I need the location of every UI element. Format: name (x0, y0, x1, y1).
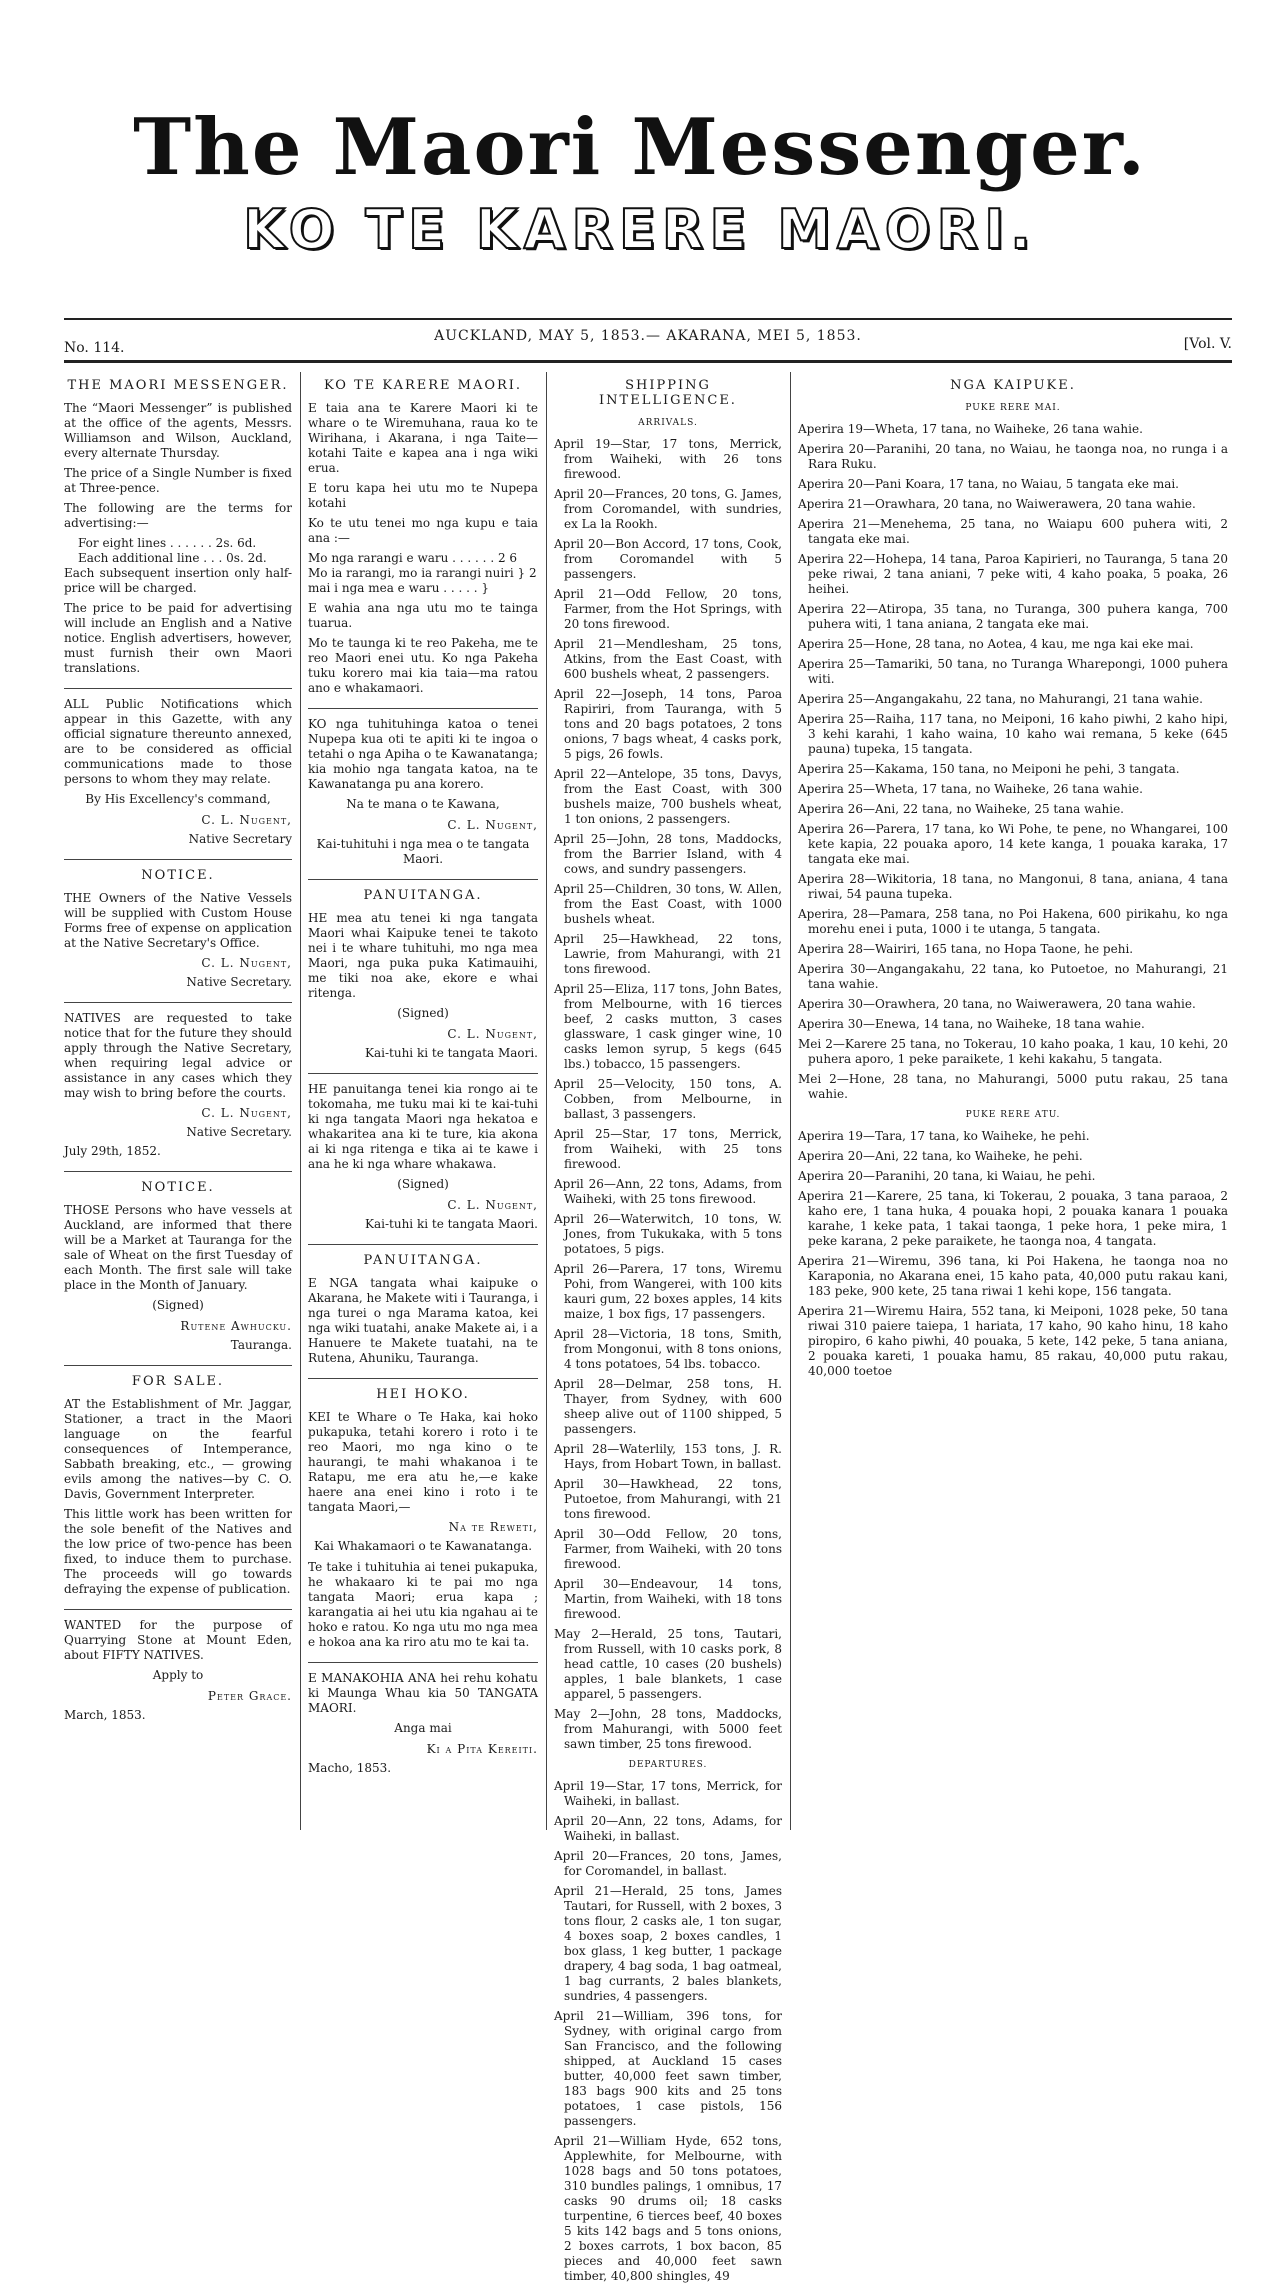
shipping-entry: Aperira 25—Angangakahu, 22 tana, no Mahurangi, 21 tana wahie. (798, 692, 1203, 706)
paragraph: THOSE Persons who have vessels at Auckland, are informed that there will be a Market at Tauranga for the sale of Wheat on the first Tuesday of each Month. The first sale will take place in the Month of January. (64, 1203, 292, 1292)
shipping-entry: May 2—John, 28 tons, Maddocks, from Mahurangi, with 5000 feet sawn timber, 25 tons firewood. (554, 1707, 782, 1751)
section-separator (308, 1244, 538, 1245)
paragraph: ALL Public Notifications which appear in this Gazette, with any official signature thereunto annexed, are to be considered as official communications made to those persons to whom they may relate. (64, 697, 292, 786)
section-separator (64, 859, 292, 860)
shipping-entry: Aperira 26—Parera, 17 tana, ko Wi Pohe, te pene, no Whangarei, 100 kete kapia, 22 pouaka aporo, 14 kete kanga, 1 pouaka karaka, 17 tangata eke mai. (798, 822, 1228, 866)
shipping-entry: April 19—Star, 17 tons, Merrick, for Waiheki, in ballast. (554, 1779, 782, 1808)
shipping-entry: April 25—Hawkhead, 22 tons, Lawrie, from Mahurangi, with 21 tons firewood. (554, 932, 782, 976)
shipping-entry: Aperira 21—Wiremu, 396 tana, ki Poi Hakena, he taonga noa no Karaponia, no Akarana enei, 15 kaho pata, 40,000 putu rakau kani, 183 peke, 900 kete, 25 tana riwai 1 kehi kope, 156 tangata. (798, 1254, 1228, 1298)
shipping-entry: Aperira 21—Wiremu Haira, 552 tana, ki Meiponi, 1028 peke, 50 tana riwai 310 paiere taiepa, 1 hariata, 17 kaho, 90 kaho hinu, 18 kaho piropiro, 6 kaho piwhi, 40 pouaka, 5 kete, 142 peke, 5 tana aniana, 2 pouaka kareti, 1 pouaka hamu, 85 rakau, 40,000 putu rakau, 40,000 toetoe (798, 1304, 1228, 1378)
paragraph: Te take i tuhituhia ai tenei pukapuka, he whakaaro ki te pai mo nga tangata Maori; erua kapa ; karangatia ai hei utu kia ngahau ai te hoko e ratou. Ko nga utu mo nga mea e hokoa ana ka riro atu mo te kai ta. (308, 1560, 538, 1649)
shipping-entry: Aperira 28—Wairiri, 165 tana, no Hopa Taone, he pehi. (798, 942, 1134, 956)
signature-title: Kai Whakamaori o te Kawanatanga. (313, 1539, 533, 1553)
paragraph: For eight lines . . . . . . 2s. 6d. (78, 536, 257, 550)
paragraph: Na te mana o te Kawana, (346, 797, 500, 811)
shipping-entry: April 26—Parera, 17 tons, Wiremu Pohi, from Wangerei, with 100 kits kauri gum, 22 boxes apples, 14 kits maize, 1 box figs, 17 passengers. (554, 1262, 782, 1321)
paragraph: Mo nga rarangi e waru . . . . . . 2 6 (308, 551, 518, 565)
arrivals-list (798, 422, 1228, 1102)
shipping-entry: Mei 2—Hone, 28 tana, no Mahurangi, 5000 putu rakau, 25 tana wahie. (798, 1072, 1228, 1101)
shipping-entry: April 21—William Hyde, 652 tons, Applewhite, for Melbourne, with 1028 bags and 50 tons potatoes, 310 bundles palings, 1 omnibus, 17 casks 90 drums oil; 18 casks turpentine, 6 tierces beef, 40 boxes 5 kits 142 bags and 5 tons onions, 2 boxes carrots, 1 box bacon, 85 pieces and 40,000 feet sawn timber, 40,800 shingles, 49 (554, 2134, 782, 2283)
shipping-entry: April 30—Odd Fellow, 20 tons, Farmer, from Waiheki, with 20 tons firewood. (554, 1527, 782, 1571)
signature: C. L. Nugent, (201, 956, 292, 970)
paragraph: AT the Establishment of Mr. Jaggar, Stationer, a tract in the Maori language on the fearful consequences of Intemperance, Sabbath breaking, etc., — growing evils among the natives—by C. O. Davis, Government Interpreter. (64, 1397, 292, 1501)
shipping-entry: April 26—Ann, 22 tons, Adams, from Waiheki, with 25 tons firewood. (554, 1177, 782, 1206)
section-heading: FOR SALE. (131, 1374, 225, 1389)
paragraph: By His Excellency's command, (85, 792, 271, 806)
shipping-entry: April 21—William, 396 tons, for Sydney, with original cargo from San Francisco, and the following shipped, at Auckland 15 cases butter, 40,000 feet sawn timber, 183 bags 900 kits and 25 tons potatoes, 1 case pistols, 156 passengers. (554, 2009, 782, 2128)
shipping-entry: Aperira 25—Tamariki, 50 tana, no Turanga Wharepongi, 1000 puhera witi. (798, 657, 1228, 686)
shipping-entry: Aperira 22—Atiropa, 35 tana, no Turanga, 300 puhera kanga, 700 puhera witi, 1 tana aniana, 2 tangata eke mai. (798, 602, 1228, 631)
signature: C. L. Nugent, (201, 813, 292, 827)
paragraph: KEI te Whare o Te Haka, kai hoko pukapuka, tetahi korero i roto i te reo Maori, mo nga kino o te haurangi, te mahi whakanoa i te Ratapu, me era atu he,—e kake haere ana enei kino i roto i te tangata Maori,— (308, 1410, 538, 1514)
shipping-entry: Aperira 21—Orawhara, 20 tana, no Waiwerawera, 20 tana wahie. (798, 497, 1196, 511)
shipping-entry: Aperira 30—Angangakahu, 22 tana, ko Putoetoe, no Mahurangi, 21 tana wahie. (798, 962, 1228, 991)
shipping-entry: April 20—Bon Accord, 17 tons, Cook, from Coromandel with 5 passengers. (554, 537, 782, 581)
signed-label: (Signed) (397, 1006, 449, 1020)
column-divider (546, 372, 547, 1830)
paragraph: Mo te taunga ki te reo Pakeha, me te reo Maori enei utu. Ko nga Pakeha tuku korero mai kia taia—ma ratou ano e whakamaori. (308, 636, 538, 695)
paragraph: WANTED for the purpose of Quarrying Stone at Mount Eden, about FIFTY NATIVES. (64, 1618, 292, 1662)
signature: C. L. Nugent, (447, 818, 538, 832)
paragraph: E taia ana te Karere Maori ki te whare o te Wiremuhana, raua ko te Wirihana, i Akarana, i nga Taite—kotahi Taite e kapea ana i nga wiki erua. (308, 401, 538, 475)
shipping-entry: Aperira 20—Pani Koara, 17 tana, no Waiau, 5 tangata eke mai. (798, 477, 1179, 491)
shipping-entry: April 28—Waterlily, 153 tons, J. R. Hays, from Hobart Town, in ballast. (554, 1442, 782, 1471)
shipping-entry: April 25—Star, 17 tons, Merrick, from Waiheki, with 25 tons firewood. (554, 1127, 782, 1171)
column-4 (798, 370, 1228, 1840)
shipping-entry: April 22—Joseph, 14 tons, Paroa Rapiriri, from Tauranga, with 5 tons and 20 bags potatoes, 2 tons onions, 7 bags wheat, 4 casks pork, 5 pigs, 26 fowls. (554, 687, 782, 761)
date-line: Macho, 1853. (308, 1761, 392, 1775)
shipping-entry: Aperira 28—Wikitoria, 18 tana, no Mangonui, 8 tana, aniana, 4 tana riwai, 54 pauna tupeka. (798, 872, 1228, 901)
signature: Ki a Pita Kereiti. (426, 1742, 538, 1756)
shipping-entry: April 25—Eliza, 117 tons, John Bates, from Melbourne, with 16 tierces beef, 2 casks mutton, 3 cases glassware, 1 cask ginger wine, 10 casks lemon syrup, 5 kegs (645 lbs.) tobacco, 15 passengers. (554, 982, 782, 1071)
signature-title: Kai-tuhituhi i nga mea o te tangata Maori. (316, 837, 530, 866)
shipping-entry: Aperira 20—Ani, 22 tana, ko Waiheke, he pehi. (798, 1149, 1083, 1163)
section-heading: NGA KAIPUKE. (950, 378, 1076, 393)
volume-label: [Vol. V. (1183, 336, 1232, 352)
shipping-entry: April 22—Antelope, 35 tons, Davys, from the East Coast, with 300 bushels maize, 700 bushels wheat, 1 ton onions, 2 passengers. (554, 767, 782, 826)
paragraph: Ko te utu tenei mo nga kupu e taia ana :— (308, 516, 538, 545)
signature-title: Tauranga. (230, 1338, 292, 1352)
section-heading: NOTICE. (141, 1180, 215, 1195)
shipping-entry: April 20—Frances, 20 tons, James, for Coromandel, in ballast. (554, 1849, 782, 1878)
shipping-entry: Aperira, 28—Pamara, 258 tana, no Poi Hakena, 600 pirikahu, ko nga morehu enei i puta, 1000 i te utanga, 5 tangata. (798, 907, 1228, 936)
signature-title: Native Secretary. (186, 975, 292, 989)
subsection-heading: PUKE RERE MAI. (965, 403, 1061, 413)
departures-list (798, 1129, 1228, 1379)
shipping-entry: April 21—Mendlesham, 25 tons, Atkins, from the East Coast, with 600 bushels wheat, 2 passengers. (554, 637, 782, 681)
shipping-entry: April 19—Star, 17 tons, Merrick, from Waiheki, with 26 tons firewood. (554, 437, 782, 481)
issue-date: AUCKLAND, MAY 5, 1853.— AKARANA, MEI 5, 1853. (434, 328, 862, 344)
paragraph: This little work has been written for the sole benefit of the Natives and the low price of two-pence has been fixed, to induce them to purchase. The proceeds will go towards defraying the expense of publication. (64, 1507, 292, 1596)
paragraph: HE mea atu tenei ki nga tangata Maori whai Kaipuke tenei te takoto nei i te whare tuhituhi, mo nga mea Maori, nga puka puka Katimauihi, me tiki noa ake, ekore e whai ritenga. (308, 911, 538, 1000)
signature: C. L. Nugent, (447, 1027, 538, 1041)
column-2 (308, 370, 538, 1840)
dateline (64, 326, 1232, 356)
paragraph: The price to be paid for advertising will include an English and a Native notice. English advertisers, however, must furnish their own Maori translations. (64, 601, 292, 675)
shipping-entry: Aperira 20—Paranihi, 20 tana, ki Waiau, he pehi. (798, 1169, 1096, 1183)
section-separator (64, 1002, 292, 1003)
shipping-entry: April 28—Delmar, 258 tons, H. Thayer, from Sydney, with 600 sheep alive out of 1100 shipped, 5 passengers. (554, 1377, 782, 1436)
subsection-heading: PUKE RERE ATU. (965, 1110, 1061, 1120)
paragraph: Each additional line . . . 0s. 2d. (78, 551, 267, 565)
signature: C. L. Nugent, (447, 1198, 538, 1212)
paragraph: Mo ia rarangi, mo ia rarangi nuiri } 2 (308, 566, 537, 580)
paragraph: E NGA tangata whai kaipuke o Akarana, he Makete witi i Tauranga, i nga turei o nga Marama katoa, kei nga wiki tuatahi, anake Makete ai, i a Hanuere te Makete tuatahi, na te Rutena, Ahuniku, Tauranga. (308, 1276, 538, 1365)
masthead-rule-bottom (64, 360, 1232, 363)
column-divider (300, 372, 301, 1830)
section-heading: HEI HOKO. (376, 1387, 470, 1402)
shipping-entry: Aperira 21—Karere, 25 tana, ki Tokerau, 2 pouaka, 3 tana paraoa, 2 kaho ere, 1 tana huka, 4 pouaka hopi, 2 pouaka kanara 1 pouaka karahe, 1 keke pata, 1 takai taonga, 1 peke hora, 1 peke mira, 1 peke karana, 2 peke paraikete, he taonga noa, 4 tangata. (798, 1189, 1228, 1248)
section-separator (308, 1662, 538, 1663)
shipping-entry: April 30—Endeavour, 14 tons, Martin, from Waiheki, with 18 tons firewood. (554, 1577, 782, 1621)
shipping-entry: Aperira 22—Hohepa, 14 tana, Paroa Kapirieri, no Tauranga, 5 tana 20 peke riwai, 2 tana aniani, 7 peke witi, 4 kaho poaka, 5 poaka, 26 heihei. (798, 552, 1228, 596)
signature-title: Kai-tuhi ki te tangata Maori. (365, 1217, 538, 1231)
shipping-entry: April 26—Waterwitch, 10 tons, W. Jones, from Tukukaka, with 5 tons potatoes, 5 pigs. (554, 1212, 782, 1256)
section-separator (64, 688, 292, 689)
section-separator (64, 1365, 292, 1366)
paragraph: E MANAKOHIA ANA hei rehu kohatu ki Maunga Whau kia 50 TANGATA MAORI. (308, 1671, 538, 1715)
apply-label: Apply to (152, 1668, 204, 1682)
shipping-entry: Aperira 25—Kakama, 150 tana, no Meiponi he pehi, 3 tangata. (798, 762, 1180, 776)
paragraph: mai i nga mea e waru . . . . . } (308, 581, 490, 595)
signature-title: Native Secretary. (186, 1125, 292, 1139)
column-1 (64, 370, 292, 1840)
section-separator (308, 879, 538, 880)
subsection-heading: ARRIVALS. (638, 418, 698, 428)
shipping-entry: Aperira 30—Enewa, 14 tana, no Waiheke, 18 tana wahie. (798, 1017, 1145, 1031)
shipping-entry: April 25—Velocity, 150 tons, A. Cobben, from Melbourne, in ballast, 3 passengers. (554, 1077, 782, 1121)
shipping-entry: Aperira 25—Hone, 28 tana, no Aotea, 4 kau, me nga kai eke mai. (798, 637, 1194, 651)
signature-title: Native Secretary (188, 832, 292, 846)
paragraph: THE Owners of the Native Vessels will be supplied with Custom House Forms free of expense on application at the Native Secretary's Office. (64, 891, 292, 950)
paragraph: The “Maori Messenger” is published at the office of the agents, Messrs. Williamson and Wilson, Auckland, every alternate Thursday. (64, 401, 292, 460)
date-line: March, 1853. (64, 1708, 146, 1722)
column-3 (554, 370, 782, 2283)
departures-list (554, 1779, 782, 2284)
section-separator (308, 1073, 538, 1074)
section-heading: NOTICE. (141, 868, 215, 883)
date-line: July 29th, 1852. (64, 1144, 161, 1158)
shipping-entry: Aperira 21—Menehema, 25 tana, no Waiapu 600 puhera witi, 2 tangata eke mai. (798, 517, 1228, 546)
paragraph: NATIVES are requested to take notice that for the future they should apply through the Native Secretary, when requiring legal advice or assistance in any cases which they may wish to bring before the courts. (64, 1011, 292, 1100)
shipping-entry: Aperira 30—Orawhera, 20 tana, no Waiwerawera, 20 tana wahie. (798, 997, 1196, 1011)
paragraph: E toru kapa hei utu mo te Nupepa kotahi (308, 481, 538, 510)
shipping-entry: Mei 2—Karere 25 tana, no Tokerau, 10 kaho poaka, 1 kau, 10 kehi, 20 puhera aporo, 1 peke paraikete, 1 kehi kakahu, 5 tangata. (798, 1037, 1228, 1066)
shipping-entry: May 2—Herald, 25 tons, Tautari, from Russell, with 10 casks pork, 8 head cattle, 10 cases (20 bushels) apples, 1 bale blankets, 1 case apparel, 5 passengers. (554, 1627, 782, 1701)
shipping-entry: April 25—Children, 30 tons, W. Allen, from the East Coast, with 1000 bushels wheat. (554, 882, 782, 926)
shipping-entry: April 30—Hawkhead, 22 tons, Putoetoe, from Mahurangi, with 21 tons firewood. (554, 1477, 782, 1521)
shipping-entry: April 25—John, 28 tons, Maddocks, from the Barrier Island, with 4 cows, and sundry passengers. (554, 832, 782, 876)
signature: Rutene Awhucku. (180, 1319, 292, 1333)
section-heading: SHIPPING INTELLIGENCE. (599, 378, 737, 408)
shipping-entry: April 21—Herald, 25 tons, James Tautari, for Russell, with 2 boxes, 3 tons flour, 2 casks ale, 1 ton sugar, 4 boxes soap, 2 boxes candles, 1 box glass, 1 keg butter, 1 package drapery, 4 bag soda, 1 bag oatmeal, 1 bag currants, 2 bales blankets, sundries, 4 passengers. (554, 1884, 782, 2003)
column-divider (790, 372, 791, 1830)
signature: Na te Reweti, (448, 1520, 538, 1534)
arrivals-list (554, 437, 782, 1752)
signature: Peter Grace. (207, 1689, 292, 1703)
masthead (0, 102, 1280, 261)
paragraph: Each subsequent insertion only half-price will be charged. (64, 566, 292, 595)
paragraph: E wahia ana nga utu mo te tainga tuarua. (308, 601, 538, 630)
shipping-entry: April 20—Frances, 20 tons, G. James, from Coromandel, with sundries, ex La la Rookh. (554, 487, 782, 531)
section-heading: PANUITANGA. (363, 888, 483, 903)
paragraph: KO nga tuhituhinga katoa o tenei Nupepa kua oti te apiti ki te ingoa o tetahi o nga Apiha o te Kawanatanga; kia mohio nga tangata katoa, na te Kawanatanga pu ana korero. (308, 717, 538, 791)
shipping-entry: Aperira 25—Raiha, 117 tana, no Meiponi, 16 kaho piwhi, 2 kaho hipi, 3 kehi karahi, 1 kaho waina, 10 kaho wai remana, 5 keke (645 pauna) tupeka, 15 tangata. (798, 712, 1228, 756)
shipping-entry: Aperira 26—Ani, 22 tana, no Waiheke, 25 tana wahie. (798, 802, 1124, 816)
section-separator (64, 1171, 292, 1172)
subsection-heading: DEPARTURES. (628, 1760, 708, 1770)
section-heading: KO TE KARERE MAORI. (323, 378, 523, 393)
shipping-entry: Aperira 19—Tara, 17 tana, ko Waiheke, he pehi. (798, 1129, 1090, 1143)
signature: C. L. Nugent, (201, 1106, 292, 1120)
shipping-entry: April 21—Odd Fellow, 20 tons, Farmer, from the Hot Springs, with 20 tons firewood. (554, 587, 782, 631)
signed-label: (Signed) (152, 1298, 204, 1312)
paragraph: The price of a Single Number is fixed at Three-pence. (64, 466, 292, 495)
apply-label: Anga mai (394, 1721, 452, 1735)
newspaper-title: The Maori Messenger. (133, 102, 1147, 193)
shipping-entry: Aperira 19—Wheta, 17 tana, no Waiheke, 26 tana wahie. (798, 422, 1143, 436)
paragraph: The following are the terms for advertising:— (64, 501, 292, 530)
signature-title: Kai-tuhi ki te tangata Maori. (365, 1046, 538, 1060)
section-separator (64, 1609, 292, 1610)
section-heading: THE MAORI MESSENGER. (67, 378, 289, 393)
shipping-entry: April 20—Ann, 22 tons, Adams, for Waiheki, in ballast. (554, 1814, 782, 1843)
shipping-entry: Aperira 25—Wheta, 17 tana, no Waiheke, 26 tana wahie. (798, 782, 1143, 796)
shipping-entry: April 28—Victoria, 18 tons, Smith, from Mongonui, with 8 tons onions, 4 tons potatoes, 54 lbs. tobacco. (554, 1327, 782, 1371)
section-heading: PANUITANGA. (363, 1253, 483, 1268)
shipping-entry: Aperira 20—Paranihi, 20 tana, no Waiau, he taonga noa, no runga i a Rara Ruku. (798, 442, 1228, 471)
masthead-rule-top (64, 318, 1232, 320)
paragraph: HE panuitanga tenei kia rongo ai te tokomaha, me tuku mai ki te kai-tuhi ki nga tangata Maori nga hekatoa e whakaritea ana ki te ture, kia akona ai ki nga ritenga e tika ai te kawe i ana he ki nga whare whakawa. (308, 1082, 538, 1171)
issue-number: No. 114. (64, 340, 125, 356)
newspaper-subtitle: KO TE KARERE MAORI. (243, 198, 1037, 261)
section-separator (308, 1378, 538, 1379)
signed-label: (Signed) (397, 1177, 449, 1191)
section-separator (308, 708, 538, 709)
